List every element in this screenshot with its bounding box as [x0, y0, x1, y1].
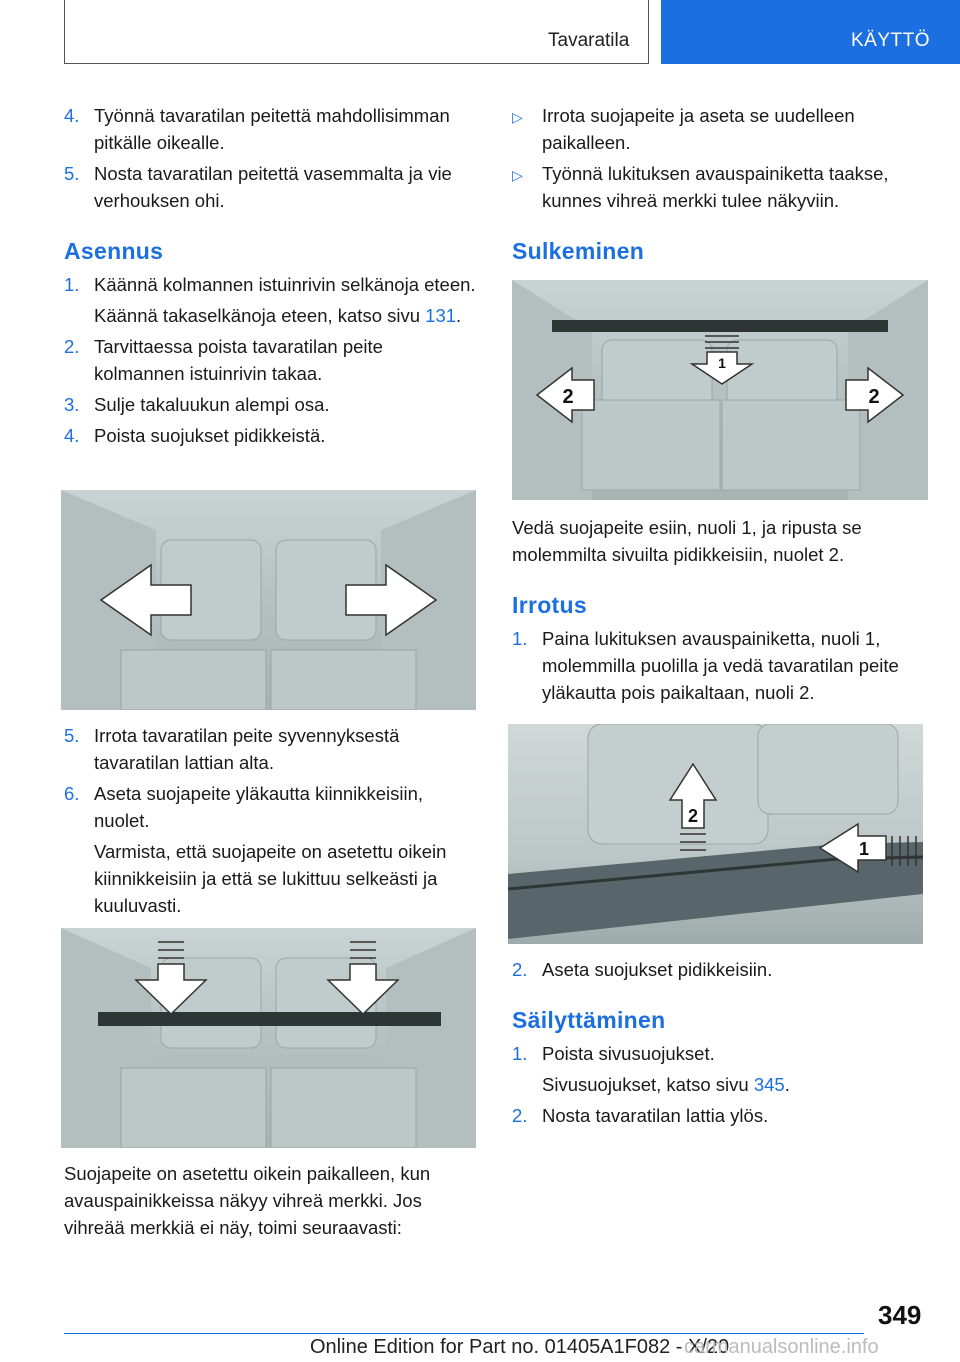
step-number: 1. [512, 628, 528, 649]
triangle-bullet-icon: ▷ [512, 167, 523, 183]
section-title-asennus: Asennus [64, 238, 164, 264]
figure-illustration [512, 280, 928, 500]
list-item [64, 333, 476, 387]
step-note: Sivusuojukset, katso sivu 345. [542, 1074, 790, 1095]
header-section-title: Tavaratila [548, 30, 630, 51]
figure-removal [508, 724, 923, 944]
step-text: Työnnä tavaratilan peitettä mahdollisimman pitkälle oikealle. [94, 105, 450, 153]
figure-illustration [61, 490, 476, 710]
page-link[interactable]: 345 [753, 1074, 785, 1095]
figure-install-cover [61, 928, 476, 1148]
step-number: 4. [64, 105, 80, 126]
list-item [64, 422, 476, 449]
footer-edition: Online Edition for Part no. 01405A1F082 - X/20 [310, 1336, 730, 1358]
list-item [64, 160, 476, 214]
step-note: Käännä takaselkänoja eteen, katso sivu 131. [94, 305, 462, 326]
list-item [512, 625, 928, 706]
figure-closing [512, 280, 928, 500]
paragraph: Suojapeite on asetettu oikein paikalleen, kun avauspainikkeissa näkyy vihreä merkki. Jos vihreää merkkiä ei näy, toimi seuraavasti: [64, 1163, 431, 1238]
section-title-sailyttaminen: Säilyttäminen [512, 1007, 666, 1033]
step-text: Tarvittaessa poista tavaratilan peite kolmannen istuinrivin takaa. [94, 336, 383, 384]
right-column-mid [512, 514, 928, 710]
arrow-label: 1 [718, 355, 726, 371]
step-text: Nosta tavaratilan peitettä vasemmalta ja vie verhouksen ohi. [94, 163, 452, 211]
figure-illustration [508, 724, 923, 944]
page-link[interactable]: 131 [425, 305, 457, 326]
step-number: 3. [64, 394, 80, 415]
step-number: 1. [64, 274, 80, 295]
list-item [512, 1102, 928, 1129]
list-item [64, 271, 476, 298]
step-text: Käännä kolmannen istuinrivin selkänoja eteen. [94, 274, 476, 295]
left-column-bottom [64, 1160, 476, 1241]
right-column-bottom [512, 956, 928, 1133]
bullet-text: Työnnä lukituksen avauspainiketta taakse, kunnes vihreä merkki tulee näkyviin. [542, 163, 889, 211]
list-item [512, 102, 928, 156]
step-number: 2. [512, 959, 528, 980]
step-number: 2. [64, 336, 80, 357]
step-number: 6. [64, 783, 80, 804]
step-number: 2. [512, 1105, 528, 1126]
list-item [512, 160, 928, 214]
arrow-label: 2 [687, 806, 699, 826]
list-item [512, 956, 928, 983]
list-item [64, 102, 476, 156]
step-text: Aseta suojapeite yläkautta kiinnikkeisiin, nuolet. [94, 783, 424, 831]
step-number: 4. [64, 425, 80, 446]
list-item [64, 722, 476, 776]
step-text: Poista sivusuojukset. [542, 1043, 715, 1064]
step-number: 5. [64, 725, 80, 746]
left-column-mid [64, 722, 476, 923]
step-text: Poista suojukset pidikkeistä. [94, 425, 326, 446]
arrow-label: 1 [858, 839, 870, 859]
step-number: 5. [64, 163, 80, 184]
figure-illustration [61, 928, 476, 1148]
bullet-text: Irrota suojapeite ja aseta se uudelleen paikalleen. [542, 105, 855, 153]
step-text: Nosta tavaratilan lattia ylös. [542, 1105, 769, 1126]
paragraph: Vedä suojapeite esiin, nuoli 1, ja ripusta se molemmilta sivuilta pidikkeisiin, nuolet 2. [512, 517, 862, 565]
header-chapter-box [661, 0, 960, 64]
step-text: Paina lukituksen avauspainiketta, nuoli 1, molemmilla puolilla ja vedä tavaratilan peite yläkautta pois paikaltaan, nuoli 2. [542, 628, 899, 703]
arrow-label: 2 [868, 386, 880, 408]
watermark: carmanualsonline.info [684, 1336, 879, 1358]
step-note: Varmista, että suojapeite on asetettu oikein kiinnikkeisiin ja että se lukittuu selkeästi ja kuuluvasti. [94, 841, 447, 916]
triangle-bullet-icon: ▷ [512, 109, 523, 125]
list-item [64, 391, 476, 418]
figure-remove-covers [61, 490, 476, 710]
list-item [512, 1040, 928, 1067]
step-text: Sulje takaluukun alempi osa. [94, 394, 330, 415]
header-chapter-title: KÄYTTÖ [850, 30, 930, 51]
list-item [64, 780, 476, 834]
footer-divider [64, 1333, 864, 1334]
page-number: 349 [878, 1300, 922, 1330]
arrow-label: 2 [562, 386, 574, 408]
section-title-irrotus: Irrotus [512, 592, 587, 618]
step-text: Aseta suojukset pidikkeisiin. [542, 959, 773, 980]
step-number: 1. [512, 1043, 528, 1064]
section-title-sulkeminen: Sulkeminen [512, 238, 645, 264]
left-column [64, 102, 476, 453]
right-column [512, 102, 928, 271]
step-text: Irrota tavaratilan peite syvennyksestä tavaratilan lattian alta. [94, 725, 400, 773]
